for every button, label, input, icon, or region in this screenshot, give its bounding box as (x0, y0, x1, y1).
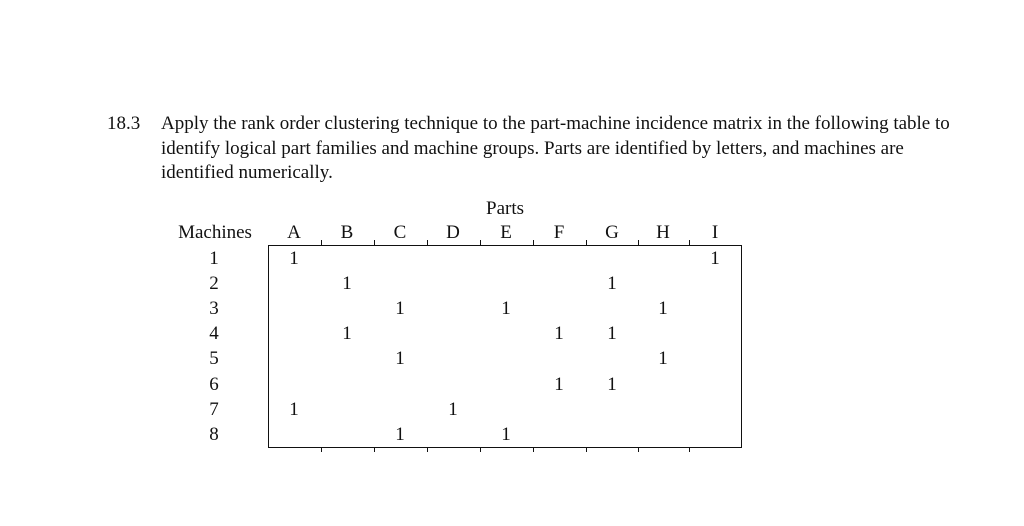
machine-label-8: 8 (209, 424, 219, 445)
machine-label-2: 2 (209, 273, 219, 294)
problem-number: 18.3 (107, 113, 141, 134)
matrix-cell-1-i: 1 (710, 248, 720, 269)
header-divider-tick (586, 240, 587, 245)
column-divider-tick (480, 447, 481, 452)
header-divider-tick (321, 240, 322, 245)
matrix-cell-4-f: 1 (554, 323, 564, 344)
machine-label-7: 7 (209, 399, 219, 420)
matrix-cell-3-c: 1 (395, 298, 405, 319)
column-header-g: G (605, 222, 619, 243)
header-divider-tick (480, 240, 481, 245)
header-divider-tick (689, 240, 690, 245)
matrix-cell-6-g: 1 (607, 374, 617, 395)
matrix-cell-5-c: 1 (395, 348, 405, 369)
matrix-cell-1-a: 1 (289, 248, 299, 269)
header-divider-tick (638, 240, 639, 245)
column-header-h: H (656, 222, 670, 243)
column-header-f: F (553, 222, 565, 243)
column-divider-tick (321, 447, 322, 452)
problem-text: Apply the rank order clustering technique to the part-machine incidence matrix in the following table to identify logical part families and machine groups. Parts are identified by letters, and machines are identified numerically. (161, 113, 950, 183)
header-divider-tick (427, 240, 428, 245)
machines-header: Machines (178, 222, 252, 243)
column-header-c: C (393, 222, 407, 243)
column-divider-tick (427, 447, 428, 452)
matrix-cell-3-e: 1 (501, 298, 511, 319)
matrix-cell-2-b: 1 (342, 273, 352, 294)
column-header-e: E (500, 222, 512, 243)
matrix-cell-7-d: 1 (448, 399, 458, 420)
machine-label-4: 4 (209, 323, 219, 344)
machine-label-5: 5 (209, 348, 219, 369)
column-divider-tick (689, 447, 690, 452)
column-divider-tick (533, 447, 534, 452)
machine-label-6: 6 (209, 374, 219, 395)
matrix-cell-4-b: 1 (342, 323, 352, 344)
matrix-cell-6-f: 1 (554, 374, 564, 395)
machine-label-1: 1 (209, 248, 219, 269)
matrix-cell-5-h: 1 (658, 348, 668, 369)
header-divider-tick (533, 240, 534, 245)
matrix-cell-8-e: 1 (501, 424, 511, 445)
matrix-cell-8-c: 1 (395, 424, 405, 445)
matrix-cell-3-h: 1 (658, 298, 668, 319)
column-divider-tick (586, 447, 587, 452)
header-divider-tick (374, 240, 375, 245)
machine-label-3: 3 (209, 298, 219, 319)
column-divider-tick (638, 447, 639, 452)
column-header-d: D (446, 222, 460, 243)
column-divider-tick (374, 447, 375, 452)
matrix-cell-4-g: 1 (607, 323, 617, 344)
parts-header: Parts (486, 198, 524, 219)
matrix-cell-2-g: 1 (607, 273, 617, 294)
column-header-a: A (287, 222, 301, 243)
matrix-cell-7-a: 1 (289, 399, 299, 420)
column-header-i: I (711, 222, 719, 243)
column-header-b: B (340, 222, 354, 243)
